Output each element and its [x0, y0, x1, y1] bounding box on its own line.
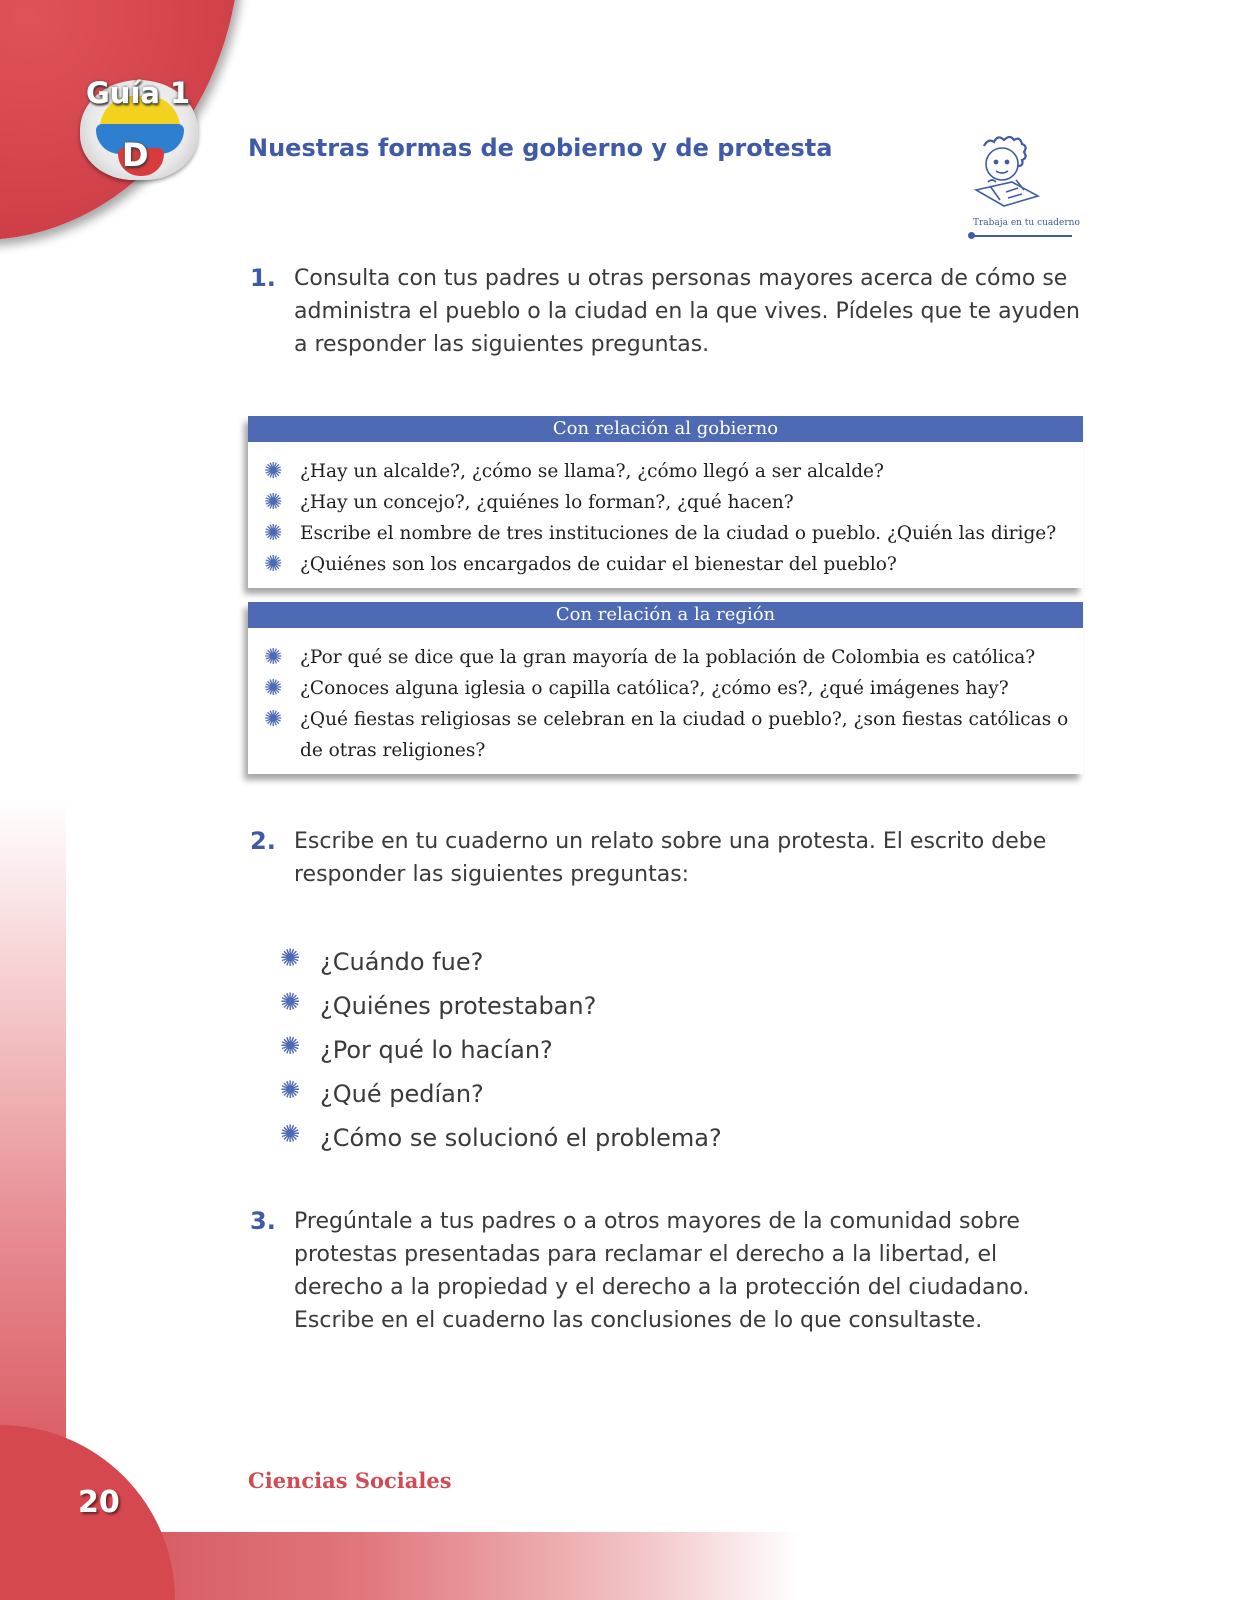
list-item: ✺ ¿Quiénes protestaban? — [280, 986, 722, 1030]
list-item: ✺ ¿Quiénes son los encargados de cuidar el bienestar del pueblo? — [248, 549, 1083, 580]
question-list — [248, 442, 1083, 588]
exercise-number: 1. — [250, 264, 276, 292]
sun-star-bullet-icon: ✺ — [264, 552, 283, 577]
list-item: ✺ ¿Conoces alguna iglesia o capilla católica?, ¿cómo es?, ¿qué imágenes hay? — [248, 673, 1083, 704]
protest-questions-list — [280, 942, 722, 1162]
list-item: ✺ ¿Por qué se dice que la gran mayoría de la población de Colombia es católica? — [248, 642, 1083, 673]
question-list — [248, 628, 1083, 774]
sun-star-bullet-icon: ✺ — [264, 459, 283, 484]
list-item: ✺ ¿Qué pedían? — [280, 1074, 722, 1118]
exercise-text: Pregúntale a tus padres o a otros mayores de la comunidad sobre protestas presentadas para reclamar el derecho a la libertad, el derecho a la propiedad y el derecho a la protección del ciudadano. Escribe en el cuaderno las conclusiones de lo que consultaste. — [294, 1209, 1030, 1333]
page-title: Nuestras formas de gobierno y de protesta — [248, 134, 833, 162]
sun-star-bullet-icon: ✺ — [264, 707, 283, 732]
question-box-gobierno — [248, 416, 1083, 588]
list-item: ✺ ¿Qué fiestas religiosas se celebran en la ciudad o pueblo?, ¿son fiestas católicas o de otras religiones? — [248, 704, 1083, 766]
box-header: Con relación al gobierno — [248, 416, 1083, 442]
sun-star-bullet-icon: ✺ — [280, 1120, 301, 1148]
sun-star-bullet-icon: ✺ — [264, 521, 283, 546]
sun-star-bullet-icon: ✺ — [280, 944, 301, 972]
sun-star-bullet-icon: ✺ — [264, 676, 283, 701]
guide-title: Guía 1 — [86, 76, 191, 110]
exercise-2 — [250, 825, 1080, 891]
guide-badge — [70, 68, 210, 198]
guide-letter: D — [122, 136, 149, 174]
list-item: ✺ ¿Cómo se solucionó el problema? — [280, 1118, 722, 1162]
sun-star-bullet-icon: ✺ — [280, 1032, 301, 1060]
exercise-number: 2. — [250, 827, 276, 855]
list-item: ✺ Escribe el nombre de tres instituciones de la ciudad o pueblo. ¿Quién las dirige? — [248, 518, 1083, 549]
caption-rule — [972, 235, 1072, 237]
sun-star-bullet-icon: ✺ — [264, 490, 283, 515]
exercise-text: Escribe en tu cuaderno un relato sobre una protesta. El escrito debe responder las siguientes preguntas: — [294, 829, 1047, 887]
footer-subject: Ciencias Sociales — [248, 1468, 452, 1493]
exercise-text: Consulta con tus padres u otras personas mayores acerca de cómo se administra el pueblo o la ciudad en la que vives. Pídeles que te ayuden a responder las siguientes preguntas. — [294, 266, 1080, 357]
sun-star-bullet-icon: ✺ — [280, 1076, 301, 1104]
question-box-region — [248, 602, 1083, 774]
box-header: Con relación a la región — [248, 602, 1083, 628]
exercise-number: 3. — [250, 1207, 276, 1235]
exercise-3 — [250, 1205, 1080, 1337]
sun-star-bullet-icon: ✺ — [264, 645, 283, 670]
list-item: ✺ ¿Hay un concejo?, ¿quiénes lo forman?, ¿qué hacen? — [248, 487, 1083, 518]
list-item: ✺ ¿Cuándo fue? — [280, 942, 722, 986]
list-item: ✺ ¿Hay un alcalde?, ¿cómo se llama?, ¿cómo llegó a ser alcalde? — [248, 456, 1083, 487]
sun-star-bullet-icon: ✺ — [280, 988, 301, 1016]
exercise-1 — [250, 262, 1080, 361]
list-item: ✺ ¿Por qué lo hacían? — [280, 1030, 722, 1074]
page-number: 20 — [78, 1485, 120, 1520]
notebook-caption: Trabaja en tu cuaderno — [973, 218, 1080, 228]
